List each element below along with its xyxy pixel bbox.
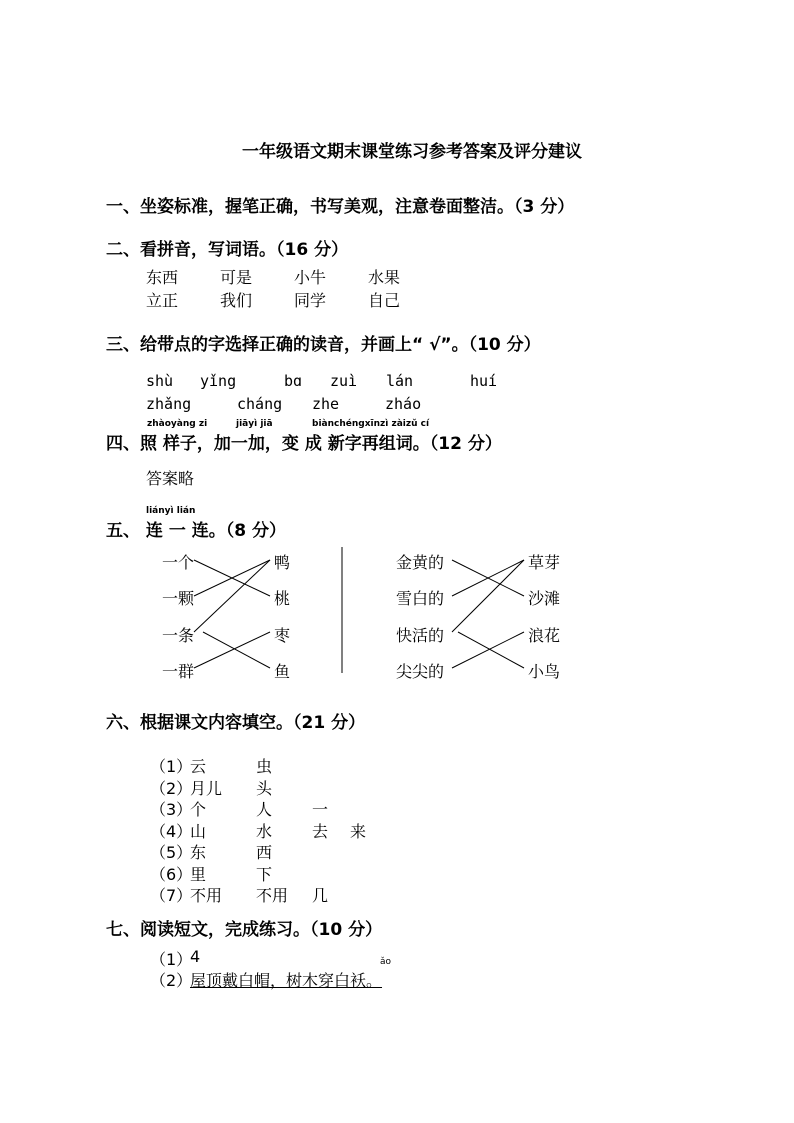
fill-word: 个 <box>190 800 207 819</box>
item-number: （4） <box>150 822 193 841</box>
item-number: （2） <box>150 779 193 798</box>
match-left: 一条 <box>162 626 195 645</box>
section-1: 一、坐姿标准，握笔正确，书写美观，注意卷面整洁。（3 分） <box>106 197 575 217</box>
s2-word: 同学 <box>294 291 327 310</box>
match-line <box>452 560 524 632</box>
item-number: （2） <box>150 971 193 990</box>
fill-word: 东 <box>190 843 207 862</box>
fill-word: 虫 <box>256 757 273 776</box>
fill-word: 里 <box>190 865 207 884</box>
answer-text: 屋顶戴白帽，树木穿白袄。 <box>190 971 383 990</box>
match-line <box>194 560 270 632</box>
fill-word: 西 <box>256 843 273 862</box>
s2-word: 水果 <box>368 268 401 287</box>
answer-omitted: 答案略 <box>146 469 195 488</box>
fill-word: 水 <box>256 822 273 841</box>
ruby-pinyin: ǎo <box>380 957 392 967</box>
fill-word: 去 <box>312 822 329 841</box>
match-right: 小鸟 <box>528 662 561 681</box>
match-right: 鸭 <box>274 553 291 572</box>
match-left: 金黄的 <box>396 553 445 572</box>
page-title: 一年级语文期末课堂练习参考答案及评分建议 <box>242 142 582 162</box>
section-6-heading: 六、根据课文内容填空。（21 分） <box>106 713 366 733</box>
pinyin: shù <box>146 372 174 390</box>
match-right: 沙滩 <box>528 589 561 608</box>
match-line <box>203 632 270 668</box>
match-left: 快活的 <box>396 626 445 645</box>
fill-word: 来 <box>350 822 367 841</box>
section-4-heading: 四、照 样子，加一加，变 成 新字再组词。（12 分） <box>106 434 502 454</box>
match-left: 雪白的 <box>396 589 445 608</box>
match-right: 浪花 <box>528 626 561 645</box>
pinyin: zháo <box>385 395 422 413</box>
pinyin: cháng <box>237 395 283 413</box>
answer-text: 4 <box>190 947 201 966</box>
match-left: 一颗 <box>162 589 195 608</box>
item-number: （1） <box>150 757 193 776</box>
pinyin: lán <box>386 372 414 390</box>
fill-word: 月儿 <box>190 779 223 798</box>
section-2-heading: 二、看拼音，写词语。（16 分） <box>106 240 349 260</box>
fill-word: 几 <box>312 886 329 905</box>
fill-word: 不用 <box>190 886 223 905</box>
fill-word: 头 <box>256 779 273 798</box>
item-number: （3） <box>150 800 193 819</box>
pinyin: bɑ <box>284 372 303 390</box>
section-3-heading: 三、给带点的字选择正确的读音，并画上“ √”。（10 分） <box>106 335 541 355</box>
pinyin: zuì <box>330 372 358 390</box>
section-7-heading: 七、阅读短文，完成练习。（10 分） <box>106 920 383 940</box>
match-right: 鱼 <box>274 662 291 681</box>
item-number: （7） <box>150 886 193 905</box>
match-line <box>194 632 270 668</box>
match-left: 尖尖的 <box>396 662 445 681</box>
fill-word: 人 <box>256 800 273 819</box>
s2-word: 立正 <box>146 291 179 310</box>
fill-word: 山 <box>190 822 207 841</box>
match-right: 枣 <box>274 626 291 645</box>
fill-word: 下 <box>256 865 273 884</box>
s2-word: 东西 <box>146 268 179 287</box>
s2-word: 自己 <box>368 291 401 310</box>
pinyin: yǐng <box>200 372 237 390</box>
s2-word: 可是 <box>220 268 253 287</box>
ruby-pinyin: liányì lián <box>146 506 196 516</box>
fill-word: 云 <box>190 757 207 776</box>
pinyin: huí <box>470 372 498 390</box>
s2-word: 小牛 <box>294 268 327 287</box>
ruby-pinyin: jiāyì jiā <box>236 419 273 429</box>
ruby-pinyin: zhàoyàng zi <box>147 419 208 429</box>
s2-word: 我们 <box>220 291 253 310</box>
ruby-pinyin: biànchéngxīnzì zàizǔ cí <box>312 419 430 429</box>
item-number: （6） <box>150 865 193 884</box>
item-number: （1） <box>150 950 193 969</box>
fill-word: 不用 <box>256 886 289 905</box>
pinyin: zhǎng <box>146 395 192 413</box>
fill-word: 一 <box>312 800 329 819</box>
item-number: （5） <box>150 843 193 862</box>
match-right: 桃 <box>274 589 291 608</box>
section-5-heading: 五、 连 一 连。（8 分） <box>106 521 287 541</box>
match-right: 草芽 <box>528 553 561 572</box>
match-left: 一个 <box>162 553 195 572</box>
match-left: 一群 <box>162 662 195 681</box>
pinyin: zhe <box>312 395 340 413</box>
